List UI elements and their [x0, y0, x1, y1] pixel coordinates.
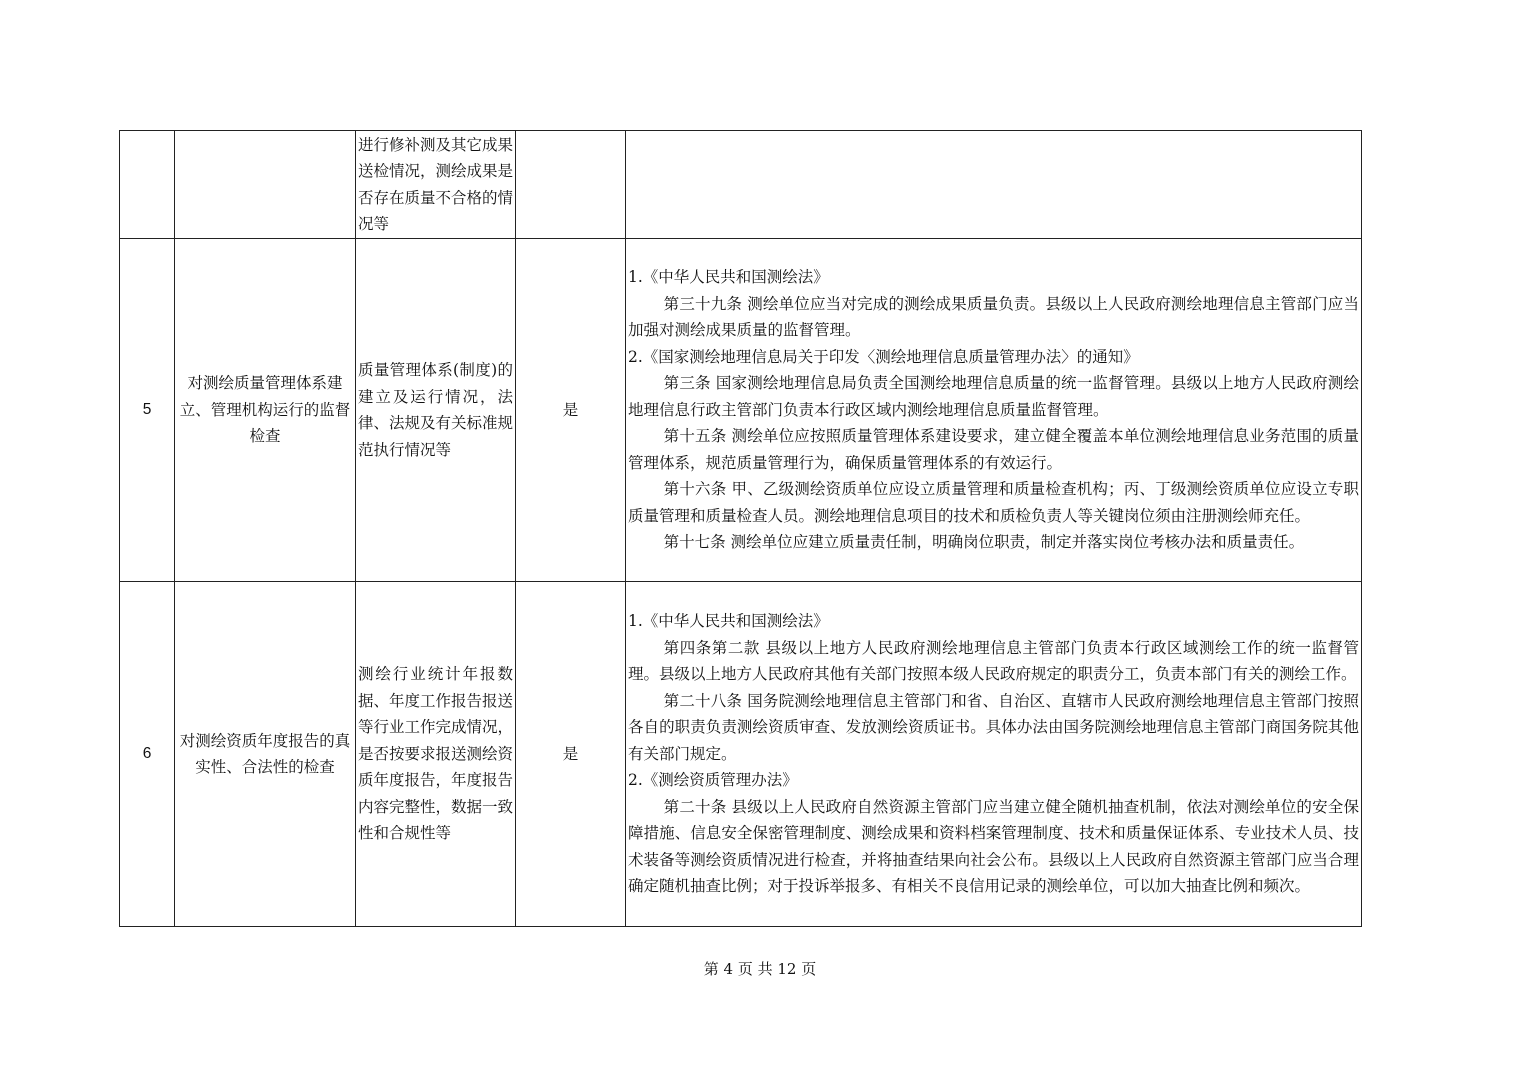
law-title: 1.《中华人民共和国测绘法》 — [628, 612, 829, 631]
inspection-content: 进行修补测及其它成果送检情况，测绘成果是否存在质量不合格的情况等 — [356, 131, 516, 239]
legal-basis — [626, 582, 1362, 927]
inspection-table — [119, 130, 1362, 927]
law-article: 第十六条 甲、乙级测绘资质单位应设立质量管理和质量检查机构；丙、丁级测绘资质单位应设立专职质量管理和质量检查人员。测绘地理信息项目的技术和质检负责人等关键岗位须由注册测绘师充任。 — [628, 480, 1359, 525]
legal-basis — [626, 239, 1362, 582]
legal-basis — [626, 131, 1362, 239]
law-article: 第二十八条 国务院测绘地理信息主管部门和省、自治区、直辖市人民政府测绘地理信息主管部门按照各自的职责负责测绘资质审查、发放测绘资质证书。具体办法由国务院测绘地理信息主管部门商国务院其他有关部门规定。 — [628, 691, 1359, 763]
inspection-item — [175, 131, 356, 239]
inspection-item: 对测绘质量管理体系建立、管理机构运行的监督检查 — [175, 239, 356, 582]
table-row — [120, 582, 1362, 927]
law-article: 第四条第二款 县级以上地方人民政府测绘地理信息主管部门负责本行政区域测绘工作的统一监督管理。县级以上地方人民政府其他有关部门按照本级人民政府规定的职责分工，负责本部门有关的测绘工作。 — [628, 638, 1359, 684]
table-row — [120, 239, 1362, 582]
applicable-flag: 是 — [516, 582, 626, 927]
row-number: 5 — [120, 239, 175, 582]
law-article: 第三条 国家测绘地理信息局负责全国测绘地理信息质量的统一监督管理。县级以上地方人民政府测绘地理信息行政主管部门负责本行政区域内测绘地理信息质量监督管理。 — [628, 374, 1359, 419]
table-row — [120, 131, 1362, 239]
inspection-item: 对测绘资质年度报告的真实性、合法性的检查 — [175, 582, 356, 927]
law-article: 第三十九条 测绘单位应当对完成的测绘成果质量负责。县级以上人民政府测绘地理信息主管部门应当加强对测绘成果质量的监督管理。 — [628, 294, 1359, 340]
law-title: 2.《国家测绘地理信息局关于印发〈测绘地理信息质量管理办法〉的通知》 — [628, 347, 1139, 366]
applicable-flag: 是 — [516, 239, 626, 582]
law-article: 第二十条 县级以上人民政府自然资源主管部门应当建立健全随机抽查机制，依法对测绘单位的安全保障措施、信息安全保密管理制度、测绘成果和资料档案管理制度、技术和质量保证体系、专业技术人员、技术装备等测绘资质情况进行检查，并将抽查结果向社会公布。县级以上人民政府自然资源主管部门应当合理确定随机抽查比例；对于投诉举报多、有相关不良信用记录的测绘单位，可以加大抽查比例和频次。 — [628, 797, 1359, 896]
law-title: 1.《中华人民共和国测绘法》 — [628, 268, 829, 287]
row-number: 6 — [120, 582, 175, 927]
inspection-content: 质量管理体系(制度)的建立及运行情况，法律、法规及有关标准规范执行情况等 — [356, 239, 516, 582]
inspection-content: 测绘行业统计年报数据、年度工作报告报送等行业工作完成情况，是否按要求报送测绘资质年度报告，年度报告内容完整性，数据一致性和合规性等 — [356, 582, 516, 927]
table-body — [120, 131, 1362, 927]
law-title: 2.《测绘资质管理办法》 — [628, 771, 798, 790]
law-article: 第十五条 测绘单位应按照质量管理体系建设要求，建立健全覆盖本单位测绘地理信息业务范围的质量管理体系，规范质量管理行为，确保质量管理体系的有效运行。 — [628, 427, 1359, 472]
applicable-flag — [516, 131, 626, 239]
law-article: 第十七条 测绘单位应建立质量责任制，明确岗位职责，制定并落实岗位考核办法和质量责任。 — [663, 533, 1305, 552]
page-footer: 第 4 页 共 12 页 — [703, 960, 817, 978]
row-number — [120, 131, 175, 239]
